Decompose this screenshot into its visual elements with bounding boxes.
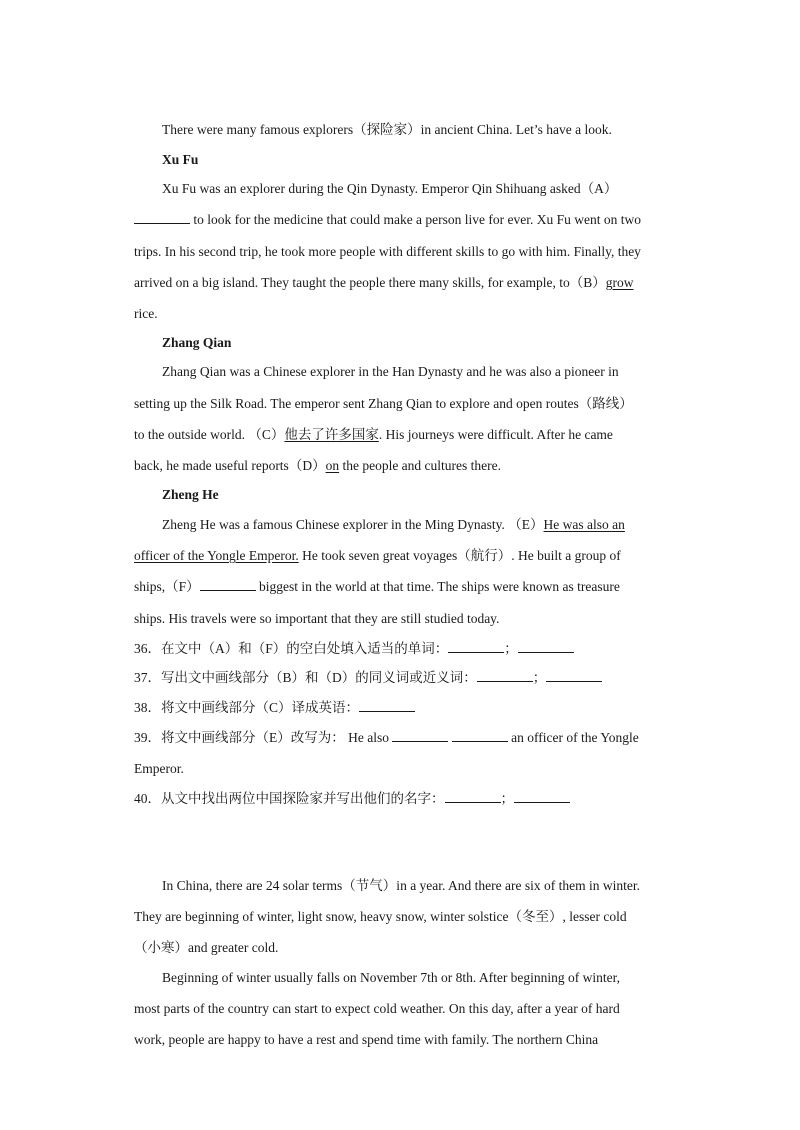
separator: ； <box>504 641 518 656</box>
underlined-e-part2: officer of the Yongle Emperor. <box>134 548 299 563</box>
passage1-intro: There were many famous explorers（探险家）in ancient China. Let’s have a look. <box>162 122 612 137</box>
passage2-line-4: Beginning of winter usually falls on November 7th or 8th. After beginning of winter, <box>162 970 620 985</box>
question-39-text: 39．将文中画线部分（E）改写为： He also <box>134 730 389 745</box>
passage2-line-1: In China, there are 24 solar terms（节气）in a year. And there are six of them in winter. <box>162 878 640 893</box>
question-40-text: 40．从文中找出两位中国探险家并写出他们的名字： <box>134 791 445 806</box>
zhang-line-4 <box>134 457 501 475</box>
blank-a <box>134 211 190 224</box>
answer-blank[interactable] <box>518 640 574 653</box>
zheng-line-1-pre: Zheng He was a famous Chinese explorer in the Ming Dynasty. （E） <box>162 517 544 532</box>
question-36-text: 36．在文中（A）和（F）的空白处填入适当的单词： <box>134 641 449 656</box>
blank-f <box>200 578 256 591</box>
zhang-line-1: Zhang Qian was a Chinese explorer in the Han Dynasty and he was also a pioneer in <box>162 364 619 379</box>
zheng-line-1 <box>162 516 625 534</box>
zheng-line-3-pre: ships,（F） <box>134 579 200 594</box>
passage2-line-5: most parts of the country can start to expect cold weather. On this day, after a year of hard <box>134 1001 620 1016</box>
zheng-line-2 <box>134 547 621 565</box>
xufu-line-2 <box>134 211 641 229</box>
zhang-line-3 <box>134 426 613 444</box>
passage2-line-3: （小寒）and greater cold. <box>134 940 279 955</box>
xufu-line-1: Xu Fu was an explorer during the Qin Dynasty. Emperor Qin Shihuang asked（A） <box>162 181 618 196</box>
question-39-line-2: Emperor. <box>134 761 184 776</box>
question-36 <box>134 640 574 658</box>
answer-blank[interactable] <box>546 669 602 682</box>
question-37 <box>134 669 602 687</box>
question-39 <box>134 729 639 747</box>
question-38-text: 38．将文中画线部分（C）译成英语： <box>134 700 360 715</box>
xufu-line-3: trips. In his second trip, he took more people with different skills to go with him. Finally, they <box>134 244 641 259</box>
answer-blank[interactable] <box>445 790 501 803</box>
passage2-line-2: They are beginning of winter, light snow, heavy snow, winter solstice（冬至）, lesser cold <box>134 909 627 924</box>
passage2-line-6: work, people are happy to have a rest and spend time with family. The northern China <box>134 1032 599 1047</box>
separator: ； <box>500 791 514 806</box>
zhang-line-4-pre: back, he made useful reports（D） <box>134 458 326 473</box>
zhang-line-3-post: . His journeys were difficult. After he came <box>378 427 613 442</box>
xufu-line-4 <box>134 274 634 292</box>
xufu-line-5: rice. <box>134 306 158 321</box>
zheng-line-3 <box>134 578 620 596</box>
answer-blank[interactable] <box>452 729 508 742</box>
zheng-line-3-post: biggest in the world at that time. The ships were known as treasure <box>255 579 620 594</box>
heading-zheng-he: Zheng He <box>162 487 219 502</box>
question-39-post: an officer of the Yongle <box>511 730 639 745</box>
zhang-line-2: setting up the Silk Road. The emperor sent Zhang Qian to explore and open routes（路线） <box>134 396 633 411</box>
underlined-b: grow <box>605 275 634 290</box>
zheng-line-4: ships. His travels were so important that they are still studied today. <box>134 611 500 626</box>
answer-blank[interactable] <box>359 699 415 712</box>
underlined-d: on <box>325 458 340 473</box>
heading-zhang-qian: Zhang Qian <box>162 335 232 350</box>
answer-blank[interactable] <box>392 729 448 742</box>
xufu-line-2-text: to look for the medicine that could make a person live for ever. Xu Fu went on two <box>190 212 642 227</box>
answer-blank[interactable] <box>477 669 533 682</box>
separator: ； <box>532 670 547 685</box>
underlined-e-part1: He was also an <box>543 517 625 532</box>
heading-xu-fu: Xu Fu <box>162 152 199 167</box>
underlined-c: 他去了许多国家 <box>284 427 379 442</box>
question-38 <box>134 699 415 717</box>
zheng-line-2-post: He took seven great voyages（航行）. He built a group of <box>298 548 621 563</box>
answer-blank[interactable] <box>514 790 570 803</box>
answer-blank[interactable] <box>448 640 504 653</box>
zhang-line-4-post: the people and cultures there. <box>339 458 502 473</box>
xufu-line-4-text: arrived on a big island. They taught the people there many skills, for example, to（B） <box>134 275 606 290</box>
question-37-text: 37．写出文中画线部分（B）和（D）的同义词或近义词： <box>134 670 477 685</box>
question-40 <box>134 790 570 808</box>
zhang-line-3-pre: to the outside world. （C） <box>134 427 285 442</box>
